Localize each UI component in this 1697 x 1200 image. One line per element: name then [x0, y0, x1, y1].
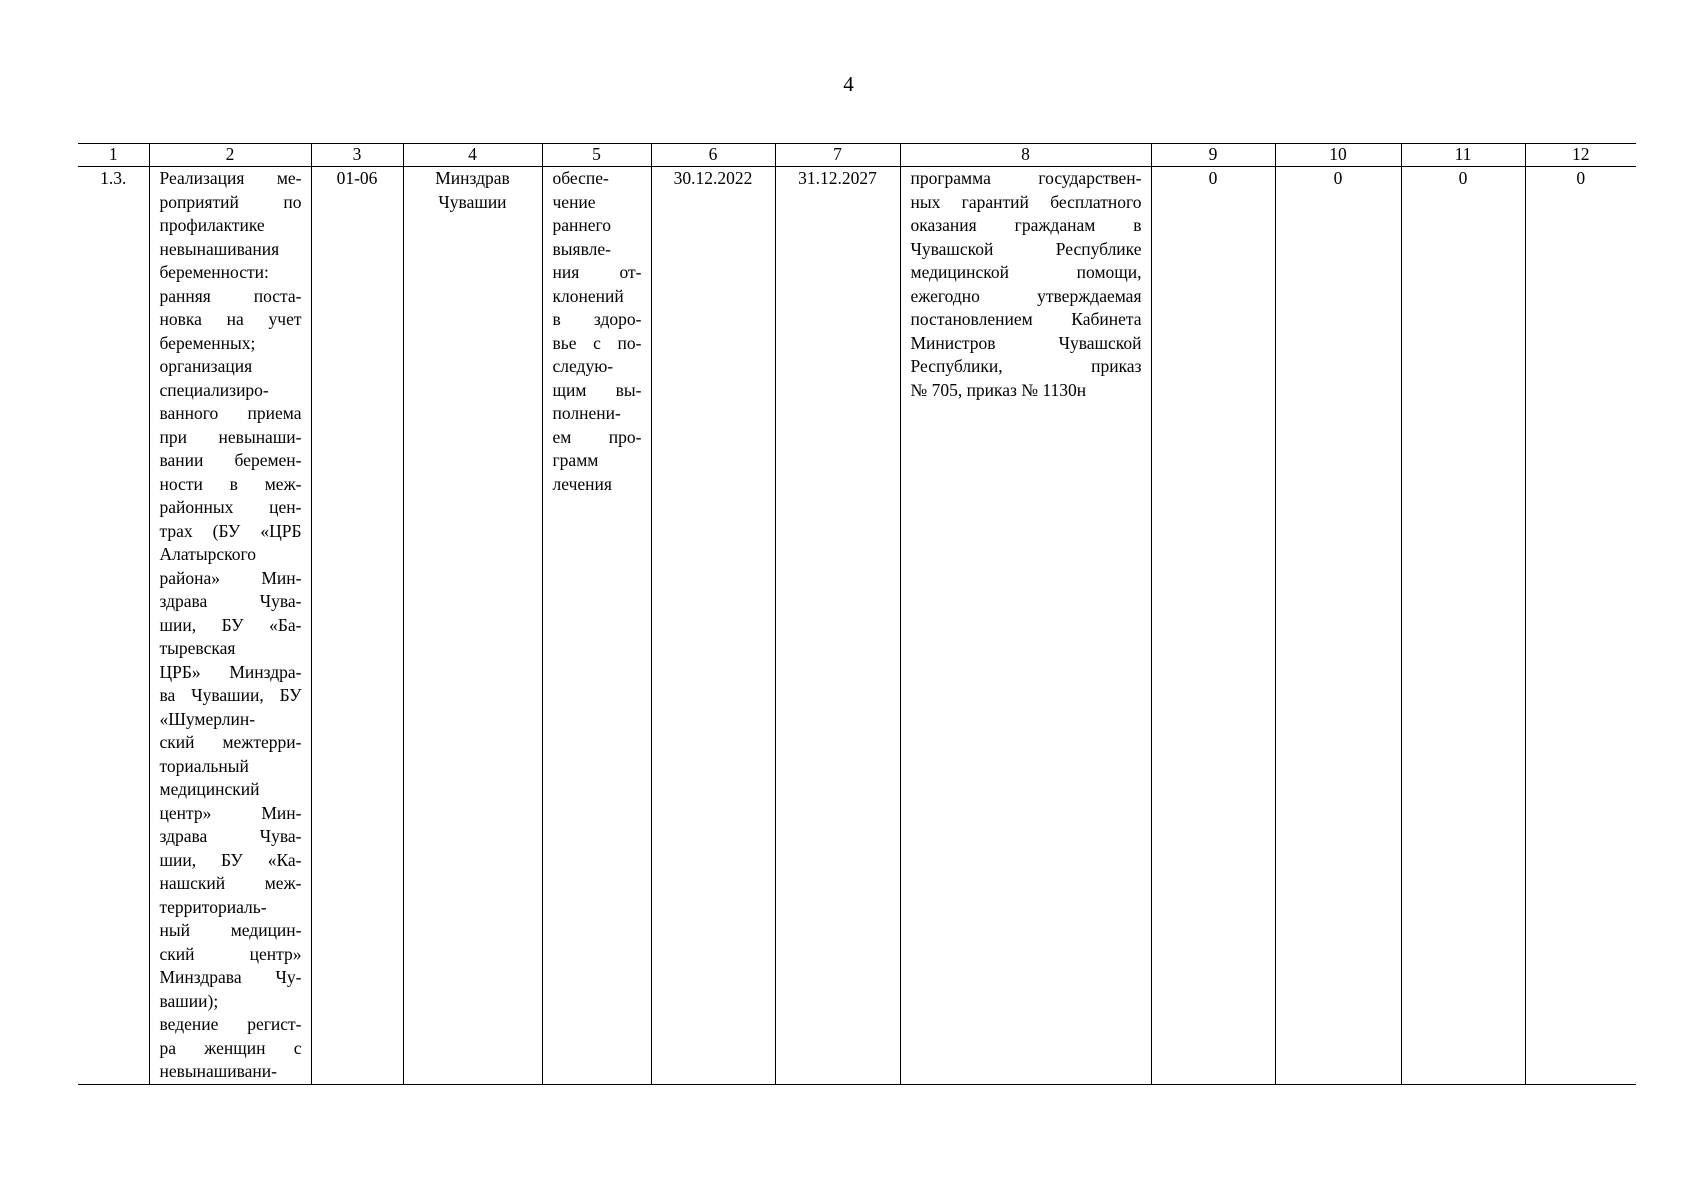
text-line: ванного приема	[159, 403, 302, 423]
text-line: Алатырского	[159, 544, 256, 564]
text-line: постановлением Кабинета	[910, 309, 1142, 329]
text-line: Реализация ме-	[159, 168, 302, 188]
text-line: ский межтерри-	[159, 732, 302, 752]
text-line: невынашивания	[159, 238, 280, 259]
column-header-11: 11	[1401, 144, 1525, 167]
text-line: ЦРБ» Минздра-	[159, 661, 302, 682]
column-header-3: 3	[311, 144, 403, 167]
text-line: программа государствен-	[910, 168, 1142, 188]
text-line: трах (БУ «ЦРБ	[159, 520, 302, 541]
column-header-12: 12	[1525, 144, 1636, 167]
text-line: ский центр»	[159, 943, 302, 964]
text-line: ния от-	[552, 262, 642, 282]
text-line: ных гарантий бесплатного	[910, 191, 1142, 212]
column-header-7: 7	[775, 144, 900, 167]
text-line: района» Мин-	[159, 567, 302, 588]
header-row	[78, 144, 1636, 167]
text-line: Чувашской Республике	[910, 238, 1142, 259]
column-header-10: 10	[1275, 144, 1401, 167]
text-line: обеспе-	[552, 168, 609, 188]
executor-cell	[403, 167, 542, 1085]
text-line: вашии);	[159, 990, 219, 1011]
row-number-cell: 1.3.	[78, 167, 149, 1085]
text-line: выявле-	[552, 238, 611, 259]
text-line: следую-	[552, 356, 614, 376]
column-header-4: 4	[403, 144, 542, 167]
description-cell	[149, 167, 311, 1085]
text-line: № 705, приказ № 1130н	[910, 379, 1087, 400]
plan-table	[78, 143, 1636, 1085]
text-line: ный медицин-	[159, 920, 302, 940]
text-line: ем про-	[552, 426, 642, 447]
text-line: Министров Чувашской	[910, 332, 1142, 353]
text-line: ведение регист-	[159, 1014, 302, 1034]
code-cell: 01-06	[311, 167, 403, 1085]
text-line: центр» Мин-	[159, 802, 302, 823]
text-line: тыревская	[159, 638, 236, 658]
column-header-9: 9	[1151, 144, 1275, 167]
value-cell-11: 0	[1401, 167, 1525, 1085]
text-line: Республики, приказ	[910, 356, 1142, 376]
column-header-8: 8	[900, 144, 1151, 167]
text-line: территориаль-	[159, 896, 267, 917]
text-line: Минздрав	[435, 168, 510, 188]
column-header-1: 1	[78, 144, 149, 167]
text-line: новка на учет	[159, 309, 302, 329]
text-line: медицинской помощи,	[910, 262, 1142, 282]
text-line: ра женщин с	[159, 1037, 302, 1058]
text-line: «Шумерлин-	[159, 708, 256, 729]
text-line: лечения	[552, 473, 612, 494]
column-header-5: 5	[542, 144, 651, 167]
value-cell-9: 0	[1151, 167, 1275, 1085]
text-line: профилактике	[159, 215, 265, 235]
result-cell	[542, 167, 651, 1085]
column-header-6: 6	[651, 144, 775, 167]
text-line: здрава Чува-	[159, 826, 302, 846]
text-line: оказания гражданам в	[910, 215, 1142, 235]
value-cell-12: 0	[1525, 167, 1636, 1085]
text-line: роприятий по	[159, 191, 302, 212]
start-date-cell: 30.12.2022	[651, 167, 775, 1085]
text-line: ности в меж-	[159, 473, 302, 494]
text-line: Чувашии	[438, 191, 507, 212]
end-date-cell: 31.12.2027	[775, 167, 900, 1085]
text-line: нашский меж-	[159, 873, 302, 893]
text-line: шии, БУ «Ка-	[159, 849, 302, 870]
text-line: Минздрава Чу-	[159, 967, 302, 987]
text-line: районных цен-	[159, 497, 302, 517]
text-line: ежегодно утверждаемая	[910, 285, 1142, 306]
table-row	[78, 167, 1636, 1085]
column-header-2: 2	[149, 144, 311, 167]
text-line: в здоро-	[552, 309, 642, 329]
text-line: вании беремен-	[159, 450, 302, 470]
text-line: вье с по-	[552, 332, 642, 353]
text-line: шии, БУ «Ба-	[159, 614, 302, 635]
value-cell-10: 0	[1275, 167, 1401, 1085]
text-line: клонений	[552, 285, 624, 306]
page-number: 4	[843, 72, 854, 96]
text-line: при невынаши-	[159, 426, 302, 447]
text-line: беременности:	[159, 262, 269, 282]
text-line: полнени-	[552, 403, 621, 423]
text-line: медицинский	[159, 779, 260, 799]
text-line: организация	[159, 356, 253, 376]
text-line: специализиро-	[159, 379, 269, 400]
text-line: раннего	[552, 215, 612, 235]
text-line: ва Чувашии, БУ	[159, 685, 302, 705]
basis-cell	[900, 167, 1151, 1085]
text-line: ториальный	[159, 755, 249, 776]
text-line: беременных;	[159, 332, 256, 353]
text-line: щим вы-	[552, 379, 642, 400]
text-line: невынашивани-	[159, 1061, 277, 1081]
text-line: ранняя поста-	[159, 285, 302, 306]
text-line: здрава Чува-	[159, 591, 302, 611]
text-line: грамм	[552, 450, 599, 470]
text-line: чение	[552, 191, 596, 212]
